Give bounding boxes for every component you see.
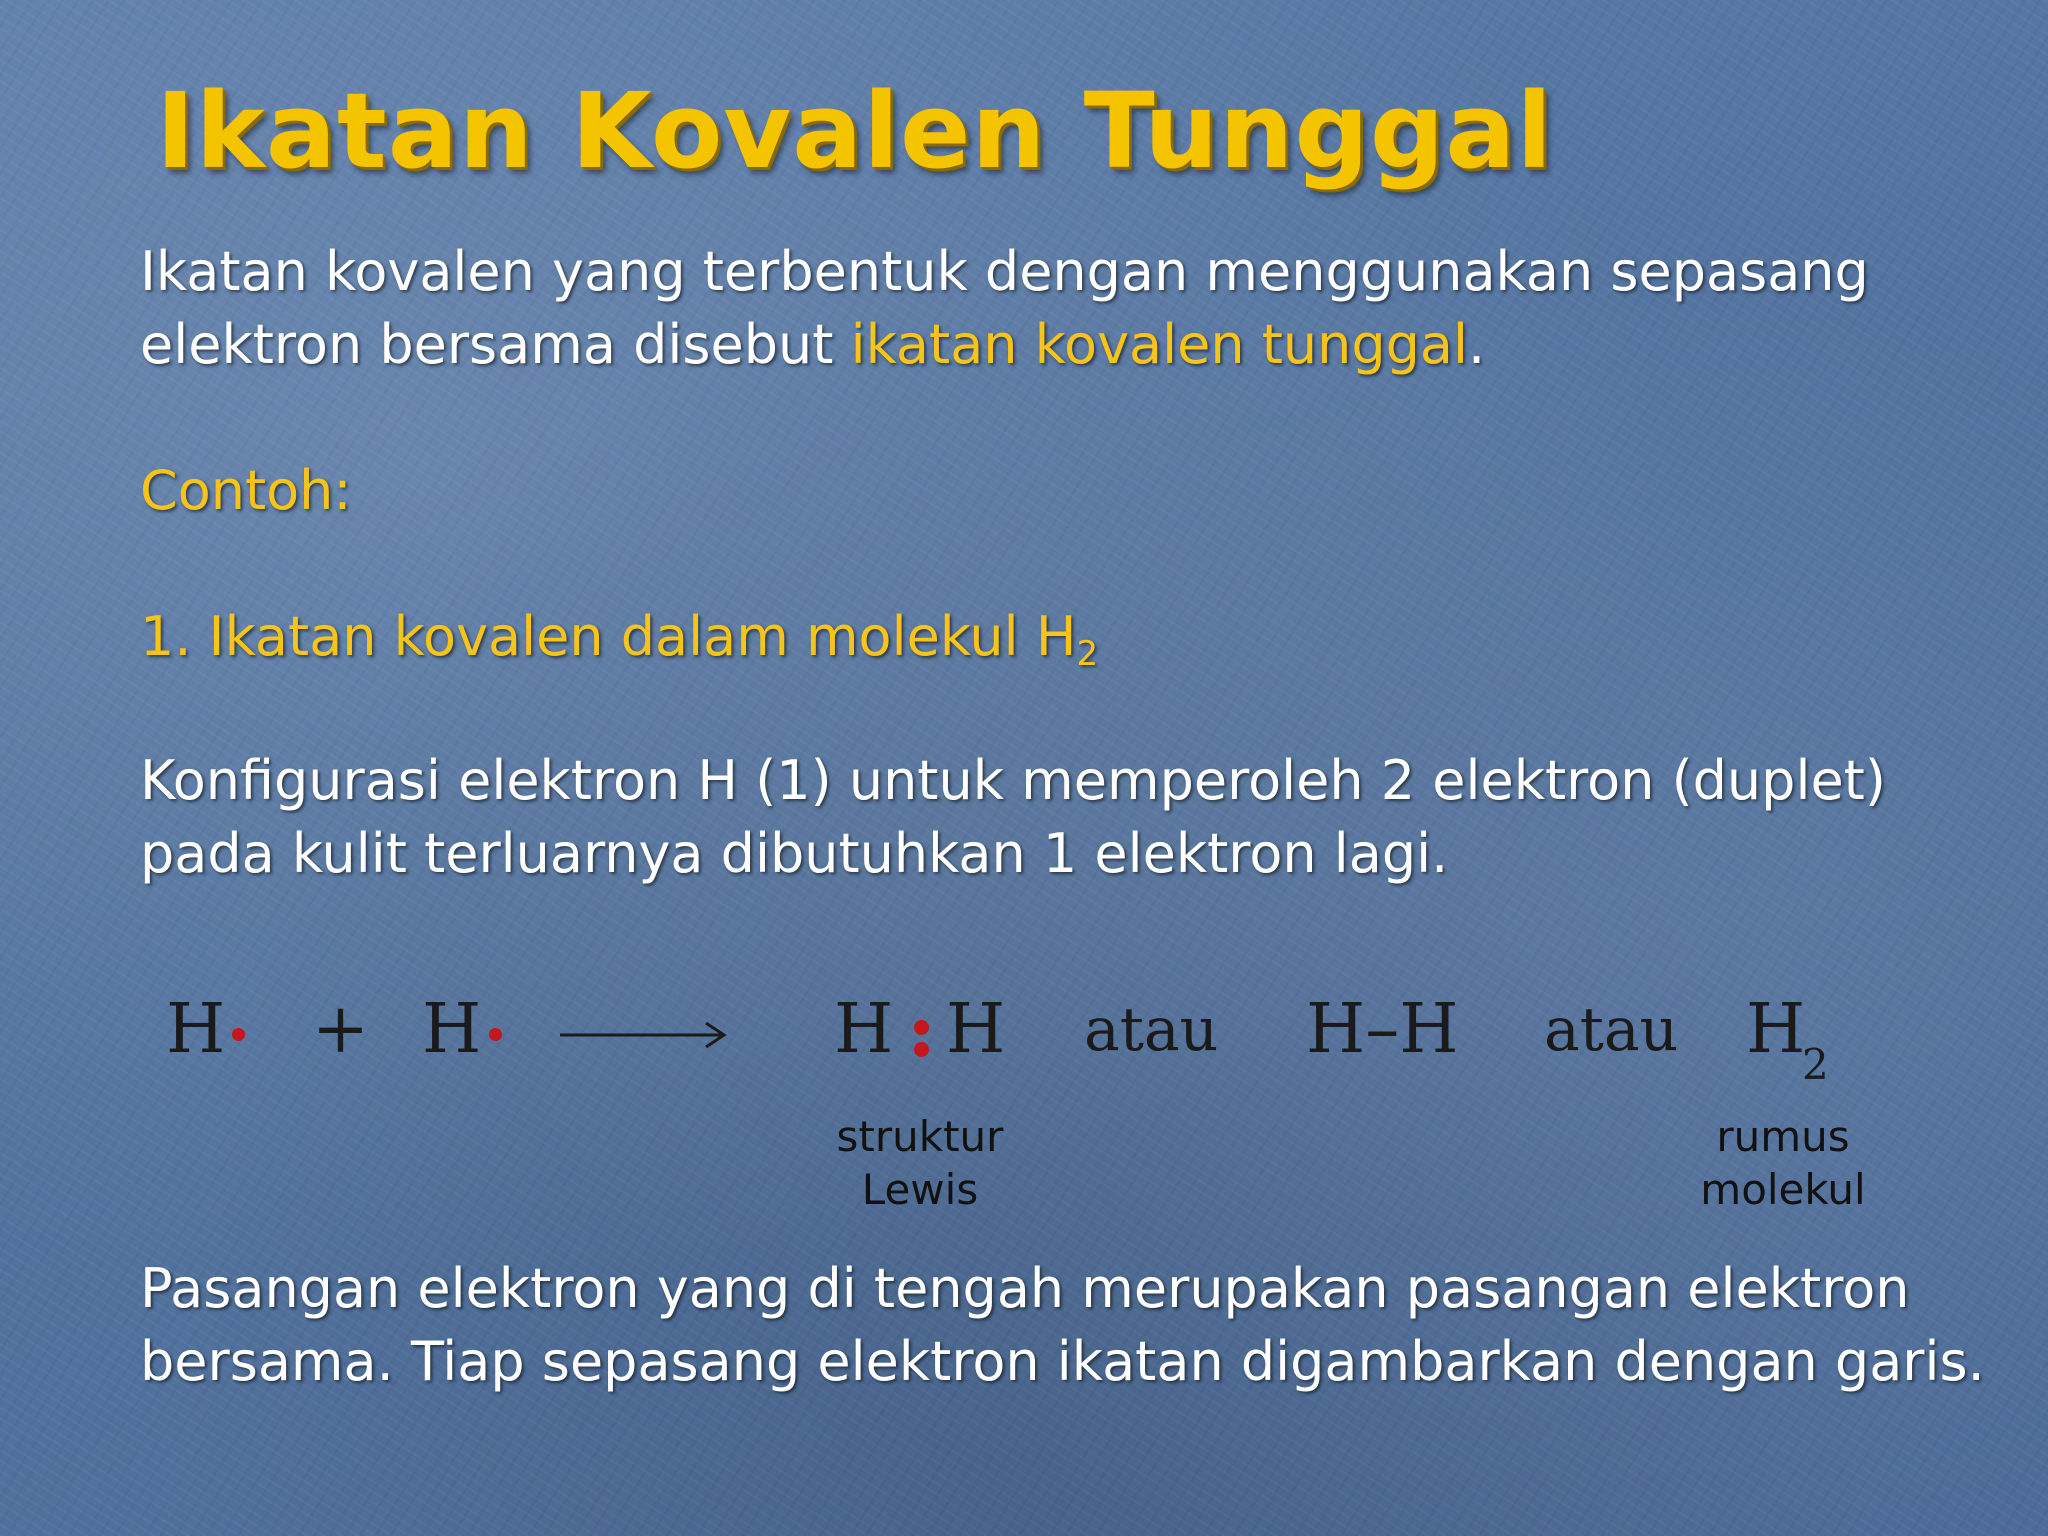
definition-line-2-prefix: elektron bersama disebut <box>140 313 851 376</box>
example-item-1-text: 1. Ikatan kovalen dalam molekul H <box>140 605 1077 668</box>
reaction-arrow-icon <box>558 1020 730 1050</box>
definition-line-1: Ikatan kovalen yang terbentuk dengan menggunakan sepasang <box>140 240 1869 303</box>
lewis-caption-line-1: struktur <box>836 1112 1004 1161</box>
plus-sign: + <box>312 990 369 1069</box>
definition-line-2-suffix: . <box>1468 313 1486 376</box>
or-word-1: atau <box>1084 995 1219 1065</box>
shared-pair-paragraph <box>140 1252 1985 1398</box>
shared-pair-line-2: bersama. Tiap sepasang elektron ikatan digambarkan dengan garis. <box>140 1330 1985 1393</box>
example-item-1-subscript: 2 <box>1076 634 1099 674</box>
lewis-caption-line-2: Lewis <box>861 1165 979 1214</box>
lewis-atom-left: H <box>834 990 894 1069</box>
structural-formula: H–H <box>1306 990 1459 1069</box>
slide-title: Ikatan Kovalen Tunggal <box>156 70 1554 192</box>
atom-h-1: H <box>166 990 226 1069</box>
configuration-line-2: pada kulit terluarnya dibutuhkan 1 elektron lagi. <box>140 822 1449 885</box>
formula-caption-line-1: rumus <box>1716 1112 1850 1161</box>
shared-electron-dot-top <box>914 1020 929 1035</box>
shared-electron-dot-bottom <box>914 1042 929 1057</box>
electron-dot-1 <box>232 1028 245 1041</box>
configuration-line-1: Konfigurasi elektron H (1) untuk memperoleh 2 elektron (duplet) <box>140 749 1886 812</box>
lewis-structure-caption <box>820 1110 1020 1216</box>
molecular-formula-subscript: 2 <box>1802 1040 1829 1089</box>
electron-dot-2 <box>489 1028 502 1041</box>
configuration-paragraph <box>140 744 1886 890</box>
atom-h-2: H <box>422 990 482 1069</box>
definition-paragraph <box>140 235 1869 381</box>
molecular-formula-caption <box>1683 1110 1883 1216</box>
molecular-formula: H <box>1746 990 1806 1069</box>
example-heading: Contoh: <box>140 459 352 522</box>
lewis-atom-right: H <box>946 990 1006 1069</box>
example-item-1 <box>140 600 1098 673</box>
formula-caption-line-2: molekul <box>1700 1165 1866 1214</box>
reaction-equation <box>0 990 2048 1130</box>
or-word-2: atau <box>1544 995 1679 1065</box>
shared-pair-line-1: Pasangan elektron yang di tengah merupakan pasangan elektron <box>140 1257 1910 1320</box>
definition-highlight: ikatan kovalen tunggal <box>850 313 1468 376</box>
